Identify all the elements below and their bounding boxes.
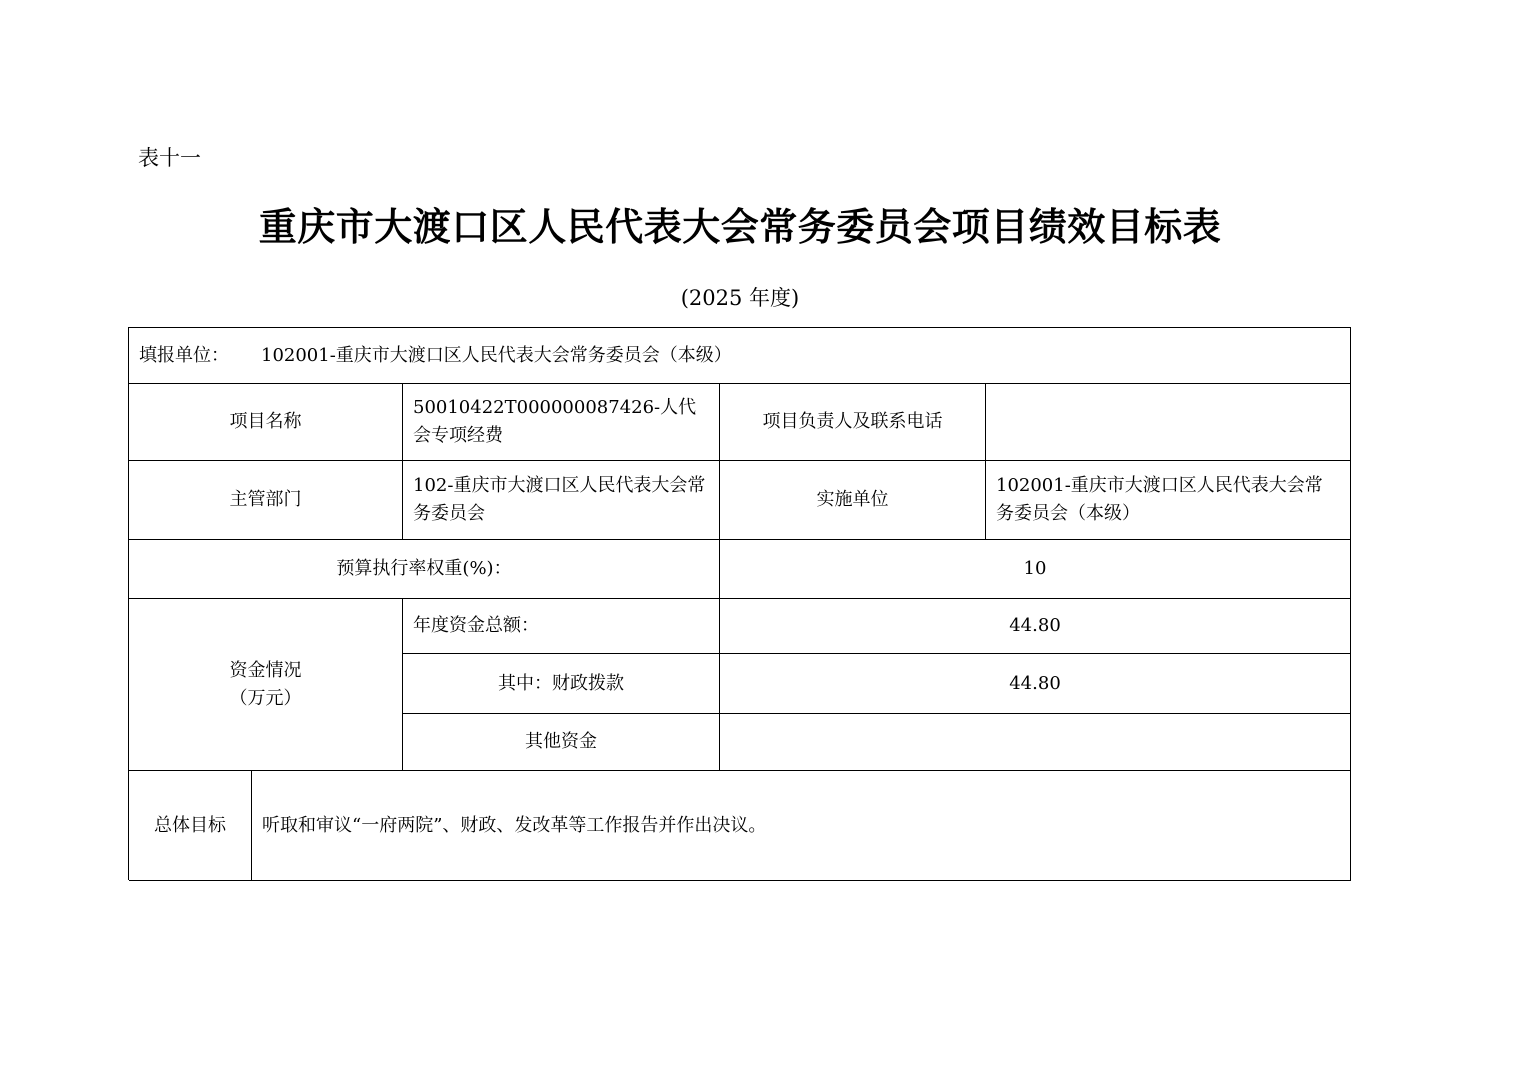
overall-goal-value: 听取和审议“一府两院”、财政、发改革等工作报告并作出决议。 <box>252 771 1351 881</box>
competent-department-value: 102-重庆市大渡口区人民代表大会常务委员会 <box>403 461 720 540</box>
overall-goal-label: 总体目标 <box>129 771 252 881</box>
filler-unit-value: 102001-重庆市大渡口区人民代表大会常务委员会（本级） <box>261 344 732 366</box>
fiscal-allocation-value: 44.80 <box>720 654 1351 714</box>
other-funds-value <box>720 714 1351 771</box>
budget-rate-value: 10 <box>720 540 1351 599</box>
annual-total-value: 44.80 <box>720 599 1351 654</box>
funds-label-line1: 资金情况 <box>229 659 302 681</box>
other-funds-label: 其他资金 <box>403 714 720 771</box>
competent-department-label: 主管部门 <box>129 461 403 540</box>
project-leader-value <box>986 384 1351 461</box>
funds-label-line2: （万元） <box>229 687 302 709</box>
budget-rate-label: 预算执行率权重(%)： <box>129 540 720 599</box>
implementing-unit-value: 102001-重庆市大渡口区人民代表大会常务委员会（本级） <box>986 461 1351 540</box>
performance-target-table <box>128 327 1351 880</box>
document-year: (2025 年度) <box>680 286 800 310</box>
table-number: 表十一 <box>138 146 201 170</box>
fiscal-allocation-label: 其中：财政拨款 <box>403 654 720 714</box>
document-title: 重庆市大渡口区人民代表大会常务委员会项目绩效目标表 <box>258 204 1222 249</box>
project-name-label: 项目名称 <box>129 384 403 461</box>
filler-unit-label: 填报单位： <box>139 344 229 366</box>
implementing-unit-label: 实施单位 <box>720 461 986 540</box>
project-leader-label: 项目负责人及联系电话 <box>720 384 986 461</box>
annual-total-label: 年度资金总额： <box>403 599 720 654</box>
project-name-value: 50010422T000000087426-人代会专项经费 <box>403 384 720 461</box>
filler-unit-row <box>129 328 1351 384</box>
funds-label <box>129 599 403 771</box>
